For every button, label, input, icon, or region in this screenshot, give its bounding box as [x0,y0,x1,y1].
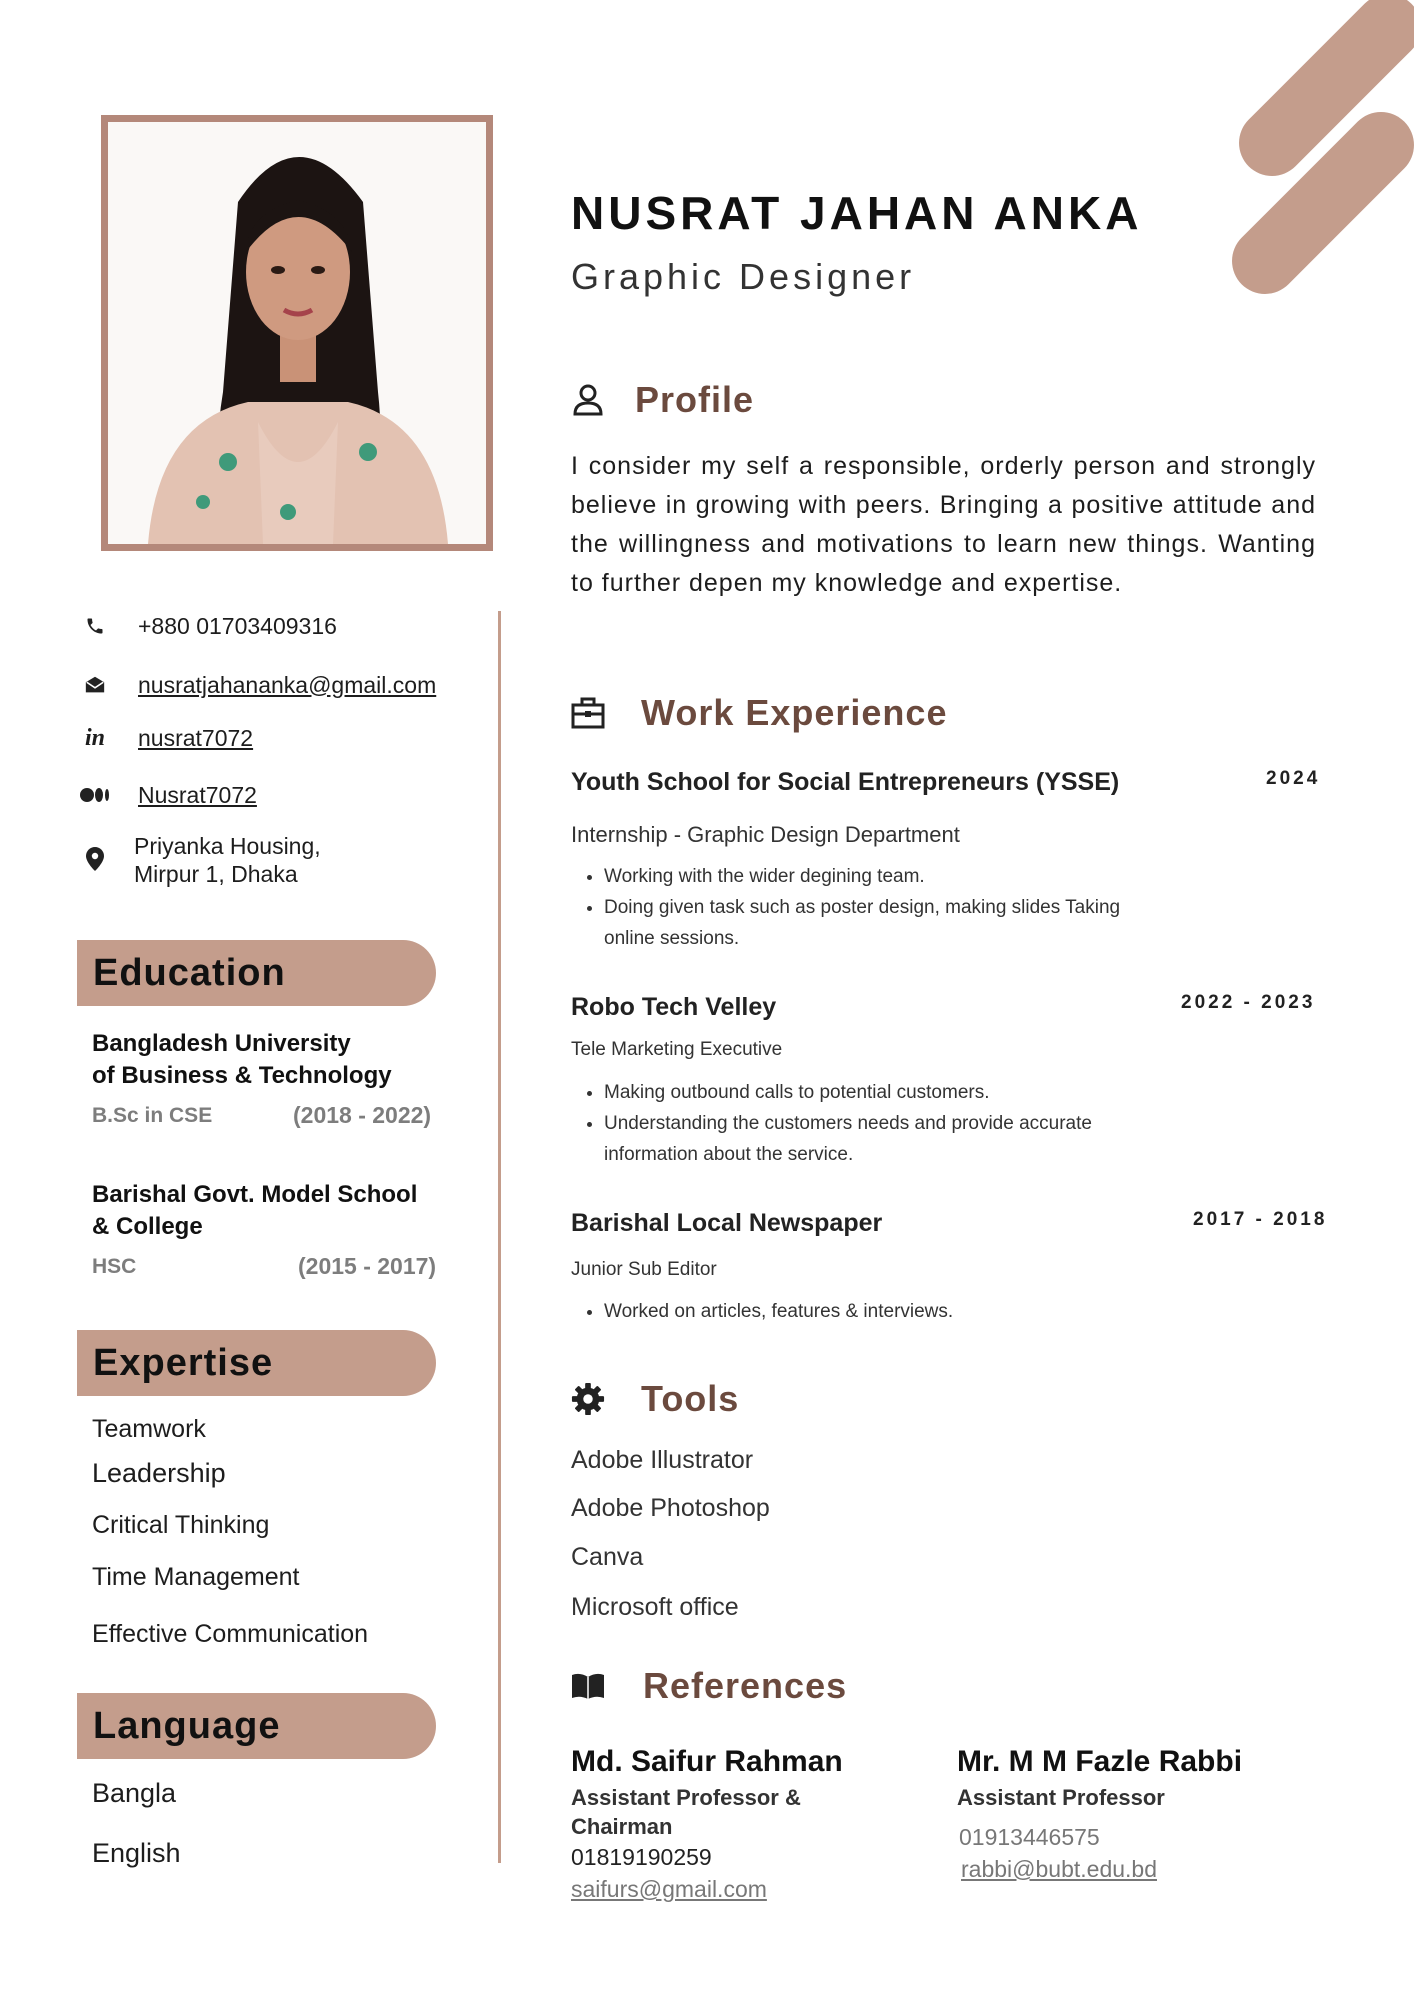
job-bullets [571,1077,1124,1170]
contact-medium [80,780,257,810]
references-heading: References [643,1665,848,1706]
expertise-item: Critical Thinking [92,1511,270,1539]
linkedin-icon: in [84,724,105,751]
reference-position: Assistant Professor & Chairman [571,1785,801,1839]
job-year: 2017 - 2018 [1193,1209,1328,1230]
profile-section-heading [571,379,754,421]
work-section-heading [571,692,947,734]
school-2-line-2: & College [92,1213,203,1240]
linkedin-link[interactable]: nusrat7072 [138,724,254,751]
address-line-2: Mirpur 1, Dhaka [134,861,298,887]
tools-heading: Tools [641,1378,740,1419]
job-bullet: • Working with the wider degining team. [604,861,1164,892]
job-bullet: • Worked on articles, features & interviews. [604,1296,1164,1327]
user-icon [571,383,605,417]
profile-heading: Profile [635,379,755,420]
education-school-2 [92,1179,417,1243]
profile-photo [101,115,493,551]
contact-linkedin [80,723,253,753]
school-1-line-2: of Business & Technology [92,1062,392,1089]
address-line-1: Priyanka Housing, [134,833,321,859]
education-years-1: (2018 - 2022) [293,1102,432,1128]
gear-icon [571,1382,605,1416]
email-icon [80,670,110,700]
job-company: Youth School for Social Entrepreneurs (YSSE) [571,768,1120,796]
language-item: Bangla [92,1778,177,1808]
reference-position: Assistant Professor [957,1785,1165,1810]
education-heading: Education [77,940,436,1006]
job-company: Robo Tech Velley [571,993,777,1021]
person-role: Graphic Designer [571,256,916,297]
reference-name: Mr. M M Fazle Rabbi [957,1745,1243,1778]
tool-item: Adobe Photoshop [571,1494,770,1522]
contact-phone [80,611,337,641]
language-heading: Language [77,1693,436,1759]
email-link[interactable]: nusratjahananka@gmail.com [138,671,437,698]
expertise-item: Effective Communication [92,1620,369,1648]
book-icon [571,1669,605,1703]
reference-phone: 01819190259 [571,1844,712,1870]
reference-name: Md. Saifur Rahman [571,1745,843,1778]
school-1-line-1: Bangladesh University [92,1030,351,1057]
reference-phone: 01913446575 [959,1824,1100,1850]
education-years-2: (2015 - 2017) [298,1253,437,1279]
reference-email[interactable]: saifurs@gmail.com [571,1876,767,1902]
school-2-line-1: Barishal Govt. Model School [92,1181,418,1208]
job-bullets [571,1296,1164,1327]
education-school-1 [92,1028,392,1092]
location-pin-icon [80,844,110,874]
briefcase-icon [571,696,605,730]
tool-item: Canva [571,1543,644,1571]
education-degree-1: B.Sc in CSE [92,1104,213,1127]
profile-text: I consider my self a responsible, orderly person and strongly believe in growing with peers. Bringing a positive attitude and the willingness and motivations to learn new things. Wanting to further depen my knowledge and expertise. [571,452,1316,597]
language-item: English [92,1838,181,1868]
job-bullets [571,861,1164,954]
reference-email[interactable]: rabbi@bubt.edu.bd [961,1856,1157,1882]
tool-item: Microsoft office [571,1593,739,1621]
references-section-heading [571,1665,847,1707]
job-bullet: • Making outbound calls to potential customers. [604,1077,1124,1108]
medium-icon [80,780,110,810]
job-bullet: • Understanding the customers needs and provide accurate information about the service. [604,1108,1124,1170]
job-year: 2024 [1266,768,1321,789]
column-divider [498,611,501,1863]
job-role: Junior Sub Editor [571,1259,717,1280]
expertise-item: Teamwork [92,1415,206,1443]
job-year: 2022 - 2023 [1181,992,1316,1013]
job-company: Barishal Local Newspaper [571,1209,883,1237]
expertise-item: Time Management [92,1563,300,1591]
tools-section-heading [571,1378,739,1420]
expertise-item: Leadership [92,1458,226,1488]
job-bullet: • Doing given task such as poster design, making slides Taking online sessions. [604,892,1164,954]
job-role: Internship - Graphic Design Department [571,822,960,847]
expertise-heading: Expertise [77,1330,436,1396]
medium-link[interactable]: Nusrat7072 [138,781,257,808]
phone-icon [80,611,110,641]
phone-number: +880 01703409316 [138,612,337,639]
contact-address [80,832,321,888]
portrait-illustration [108,122,486,544]
job-role: Tele Marketing Executive [571,1039,783,1060]
work-heading: Work Experience [641,692,948,733]
person-name: NUSRAT JAHAN ANKA [571,187,1143,239]
tool-item: Adobe Illustrator [571,1446,754,1474]
education-degree-2: HSC [92,1255,137,1278]
contact-email [80,670,436,700]
